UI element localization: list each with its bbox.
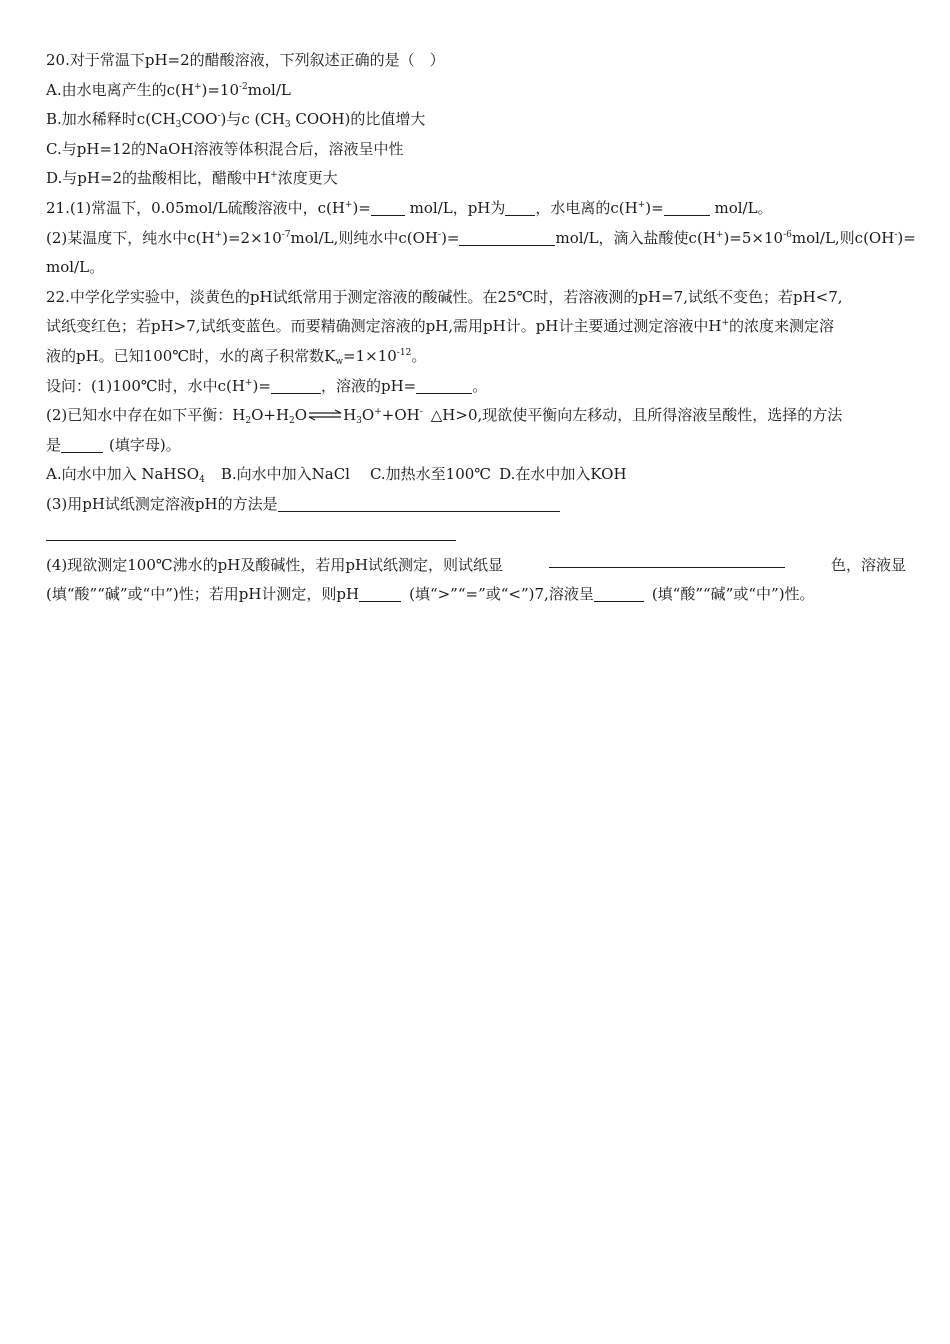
subscript: 3 [356,416,362,427]
q22-text: =1×10 [343,346,397,365]
superscript: - [894,229,898,240]
answer-blank[interactable] [371,199,405,216]
q20-option-b-text: COO [181,110,218,129]
q22-intro-3 [46,342,906,372]
superscript: - [438,229,442,240]
q22-text: +OH [381,406,420,425]
q22-intro-1 [46,283,906,313]
superscript: -7 [281,229,291,240]
q22-text: O [361,406,375,425]
equilibrium-arrows-icon [307,409,343,421]
q20-option-c [46,135,906,165]
q20-option-b-text: COOH)的比值增大 [290,110,426,129]
q22-text: (2)已知水中存在如下平衡：H [46,406,246,425]
q22-text: (填“>”“=”或“<”)7,溶液呈 [409,585,594,604]
q22-text: (4)现欲测定100℃沸水的pH及酸碱性，若用pH试纸测定，则试纸显 [46,555,504,574]
q22-text: 的浓度来测定溶 [729,317,835,336]
q21-text: mol/L，pH为 [404,198,506,217]
q20-option-a [46,76,906,106]
q20-option-a-text: mol/L [247,80,291,99]
q20-stem-text: 20.对于常温下pH=2的醋酸溶液，下列叙述正确的是（ ） [46,51,445,69]
answer-line[interactable] [46,524,456,541]
q21-part2 [46,224,916,254]
q22-part2-cont [46,431,906,461]
q22-text: 液的pH。已知100℃时，水的离子积常数K [46,346,336,365]
q22-text: 。 [411,346,427,365]
document-page [46,46,916,610]
q20-option-b-text: B.加水稀释时c(CH [46,110,176,129]
superscript: + [637,199,646,210]
q20-option-b [46,105,906,135]
q22-text: 22.中学化学实验中，淡黄色的pH试纸常用于测定溶液的酸碱性。在25℃时，若溶液测的pH=7,试纸不变色；若pH<7, [46,287,843,306]
q21-text: )= [645,198,664,217]
superscript: -12 [396,347,412,358]
q22-text: 是 [46,435,62,454]
q21-text: )= [352,198,371,217]
q22-text: 试纸变红色；若pH>7,试纸变蓝色。而要精确测定溶液的pH,需用pH计。pH计主要通过测定溶液中H [46,317,722,336]
superscript: + [721,318,730,329]
q22-text: (填字母)。 [109,435,181,454]
q22-options [46,460,906,490]
superscript: + [214,229,223,240]
q21-text: )=5×10 [723,228,784,247]
q21-part2-cont [46,253,906,283]
q20-option-d [46,164,906,194]
subscript: 2 [289,416,295,427]
subscript: w [335,356,344,367]
q21-text: mol/L。 [709,198,773,217]
superscript: - [217,111,221,122]
answer-blank[interactable] [61,436,103,453]
q22-text: 色，溶液显 [830,555,906,574]
superscript: + [374,407,382,418]
superscript: -6 [783,229,792,240]
q20-stem [46,46,906,76]
q22-part3 [46,490,906,520]
q22-text: O+H [251,406,290,425]
q22-option-d: D.在水中加入KOH [499,465,627,484]
q22-part2 [46,401,906,431]
subscript: 3 [284,120,291,131]
q21-text: mol/L。 [46,258,105,277]
q22-part4 [46,551,906,581]
answer-blank[interactable] [459,229,555,246]
superscript: + [245,377,253,388]
subscript: 3 [175,120,182,131]
q22-text: ，溶液的pH= [320,376,417,395]
q22-text: △H>0,现欲使平衡向左移动，且所得溶液呈酸性，选择的方法 [430,406,843,425]
q21-text: 21.(1)常温下，0.05mol/L硫酸溶液中，c(H [46,198,345,217]
q21-text: mol/L,则纯水中c(OH [290,228,439,247]
answer-blank[interactable] [359,585,401,602]
q22-text: (3)用pH试纸测定溶液pH的方法是 [46,494,278,513]
q22-text: H [343,406,357,425]
q22-text: )= [252,376,271,395]
superscript: + [270,170,278,181]
q20-option-d-text: D.与pH=2的盐酸相比，醋酸中H [46,169,271,188]
superscript: + [715,229,724,240]
q21-text: )= [441,228,460,247]
answer-blank[interactable] [549,551,785,568]
subscript: 2 [245,416,252,427]
q22-text: O [294,406,308,425]
q20-option-c-text: C.与pH=12的NaOH溶液等体积混合后，溶液呈中性 [46,139,404,158]
q21-text: (2)某温度下，纯水中c(H [46,228,215,247]
answer-blank[interactable] [664,199,710,216]
q21-text: )=2×10 [222,228,282,247]
q21-text: ，水电离的c(H [535,198,638,217]
superscript: + [193,81,202,92]
q20-option-b-text: )与c (CH [220,110,285,129]
answer-blank[interactable] [416,377,472,394]
q21-part1 [46,194,906,224]
q21-text: )= [897,228,916,247]
q22-text: 。 [472,376,488,395]
superscript: -2 [239,81,248,92]
q21-text: mol/L,则c(OH [791,228,895,247]
answer-blank[interactable] [505,199,535,216]
superscript: + [344,199,353,210]
q22-option-c: C.加热水至100℃ [369,465,492,484]
q20-option-a-text: )=10 [201,80,239,99]
q22-text: 设问：(1)100℃时，水中c(H [46,376,245,395]
q20-option-d-text: 浓度更大 [277,169,338,188]
q20-option-a-text: A.由水电离产生的c(H [46,80,194,99]
q22-text: (填“酸”“碱”或“中”)性。 [651,585,815,604]
q22-part1 [46,372,906,402]
superscript: - [419,407,423,418]
q22-part4-cont [46,580,906,610]
q22-option-a: A.向水中加入 NaHSO [46,465,200,484]
q21-text: mol/L，滴入盐酸使c(H [555,228,716,247]
q22-option-b: B.向水中加入NaCl [220,465,350,484]
answer-blank[interactable] [594,585,644,602]
subscript: 4 [199,475,205,486]
answer-blank[interactable] [278,495,560,512]
q22-text: (填“酸”“碱”或“中”)性；若用pH计测定，则pH [46,585,360,604]
q22-intro-2 [46,312,906,342]
answer-blank[interactable] [271,377,321,394]
